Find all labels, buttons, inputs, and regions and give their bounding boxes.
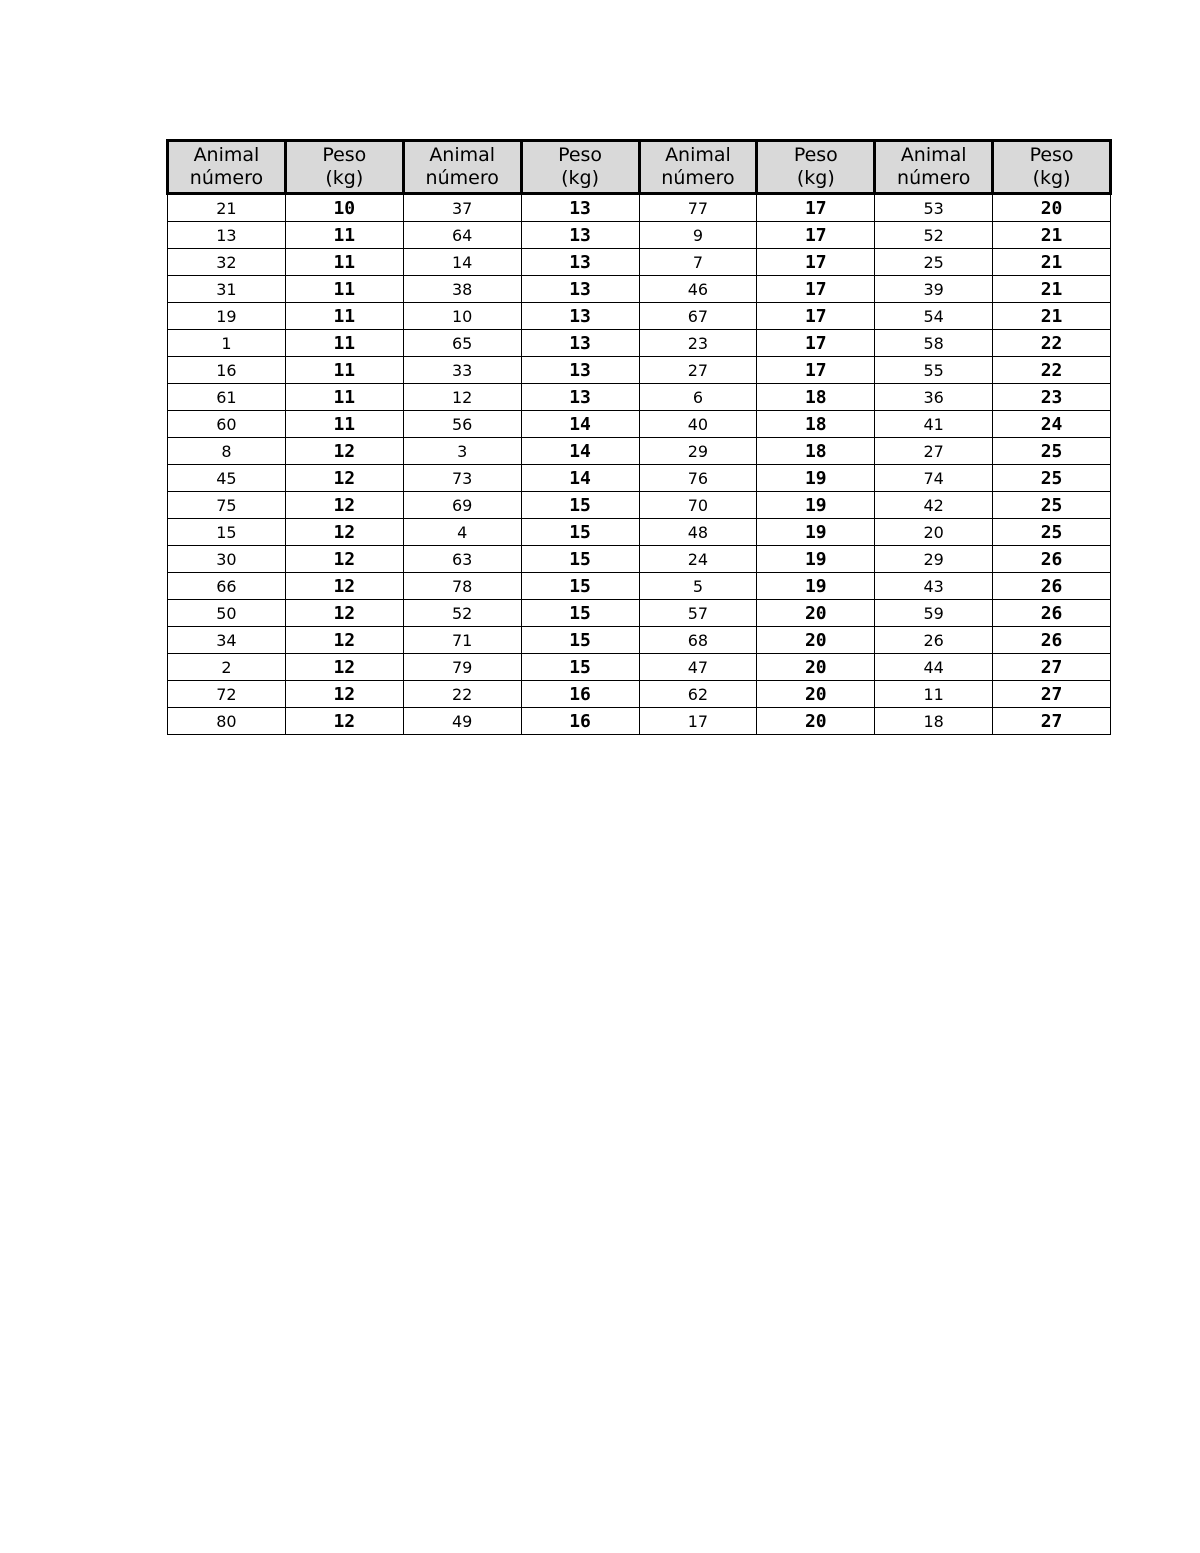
weight-kg-cell: 20 [757,600,875,627]
header-line-1: Peso [322,144,367,166]
weight-kg-cell: 11 [285,222,403,249]
weight-kg-cell: 19 [757,573,875,600]
table-row [168,465,1111,492]
animal-number-cell: 8 [168,438,286,465]
weight-kg-cell: 17 [757,276,875,303]
weight-kg-cell: 12 [285,438,403,465]
animal-number-cell: 63 [403,546,521,573]
animal-number-cell: 62 [639,681,757,708]
weight-kg-cell: 18 [757,384,875,411]
weight-kg-cell: 15 [521,654,639,681]
weight-kg-cell: 22 [993,330,1111,357]
header-line-2: (kg) [796,167,835,189]
animal-number-cell: 29 [875,546,993,573]
weight-kg-cell: 21 [993,276,1111,303]
table-row [168,384,1111,411]
animal-number-cell: 78 [403,573,521,600]
animal-number-cell: 66 [168,573,286,600]
animal-number-cell: 52 [875,222,993,249]
weight-kg-cell: 20 [757,708,875,735]
animal-number-cell: 19 [168,303,286,330]
weight-kg-cell: 24 [993,411,1111,438]
animal-weight-table [166,139,1112,735]
table-header [168,141,1111,194]
table-row [168,681,1111,708]
animal-number-cell: 48 [639,519,757,546]
weight-kg-cell: 11 [285,330,403,357]
header-animal-number [403,141,521,194]
weight-kg-cell: 11 [285,411,403,438]
animal-number-cell: 6 [639,384,757,411]
weight-kg-cell: 19 [757,465,875,492]
table-row [168,194,1111,222]
weight-kg-cell: 12 [285,627,403,654]
header-animal-number [875,141,993,194]
animal-number-cell: 57 [639,600,757,627]
weight-kg-cell: 17 [757,194,875,222]
header-weight-kg [757,141,875,194]
animal-number-cell: 53 [875,194,993,222]
weight-kg-cell: 12 [285,681,403,708]
animal-number-cell: 36 [875,384,993,411]
weight-kg-cell: 16 [521,708,639,735]
animal-number-cell: 67 [639,303,757,330]
weight-kg-cell: 13 [521,303,639,330]
animal-number-cell: 25 [875,249,993,276]
animal-number-cell: 11 [875,681,993,708]
weight-kg-cell: 12 [285,654,403,681]
weight-kg-cell: 19 [757,546,875,573]
animal-number-cell: 32 [168,249,286,276]
animal-number-cell: 55 [875,357,993,384]
header-line-2: (kg) [1032,167,1071,189]
animal-number-cell: 49 [403,708,521,735]
weight-kg-cell: 13 [521,249,639,276]
animal-number-cell: 42 [875,492,993,519]
animal-number-cell: 74 [875,465,993,492]
animal-number-cell: 7 [639,249,757,276]
animal-number-cell: 38 [403,276,521,303]
table-row [168,573,1111,600]
weight-kg-cell: 26 [993,573,1111,600]
animal-number-cell: 56 [403,411,521,438]
animal-number-cell: 1 [168,330,286,357]
animal-number-cell: 23 [639,330,757,357]
weight-kg-cell: 14 [521,438,639,465]
table-row [168,330,1111,357]
header-weight-kg [993,141,1111,194]
weight-kg-cell: 11 [285,303,403,330]
table-row [168,222,1111,249]
weight-kg-cell: 14 [521,465,639,492]
animal-number-cell: 80 [168,708,286,735]
weight-kg-cell: 12 [285,600,403,627]
animal-number-cell: 17 [639,708,757,735]
table-row [168,546,1111,573]
animal-number-cell: 31 [168,276,286,303]
table-row [168,654,1111,681]
weight-kg-cell: 25 [993,465,1111,492]
header-animal-number [639,141,757,194]
weight-kg-cell: 14 [521,411,639,438]
animal-number-cell: 18 [875,708,993,735]
weight-kg-cell: 13 [521,357,639,384]
animal-number-cell: 76 [639,465,757,492]
weight-kg-cell: 27 [993,654,1111,681]
header-weight-kg [285,141,403,194]
weight-kg-cell: 17 [757,249,875,276]
animal-number-cell: 65 [403,330,521,357]
table-row [168,519,1111,546]
weight-kg-cell: 20 [757,627,875,654]
header-animal-number [168,141,286,194]
weight-kg-cell: 15 [521,519,639,546]
weight-kg-cell: 26 [993,546,1111,573]
weight-kg-cell: 15 [521,573,639,600]
animal-number-cell: 20 [875,519,993,546]
header-line-2: número [661,167,735,189]
weight-kg-cell: 21 [993,222,1111,249]
table-row [168,411,1111,438]
weight-kg-cell: 10 [285,194,403,222]
weight-kg-cell: 12 [285,492,403,519]
table-body [168,194,1111,735]
animal-number-cell: 2 [168,654,286,681]
header-line-1: Animal [665,144,731,166]
weight-kg-cell: 12 [285,465,403,492]
header-line-1: Peso [558,144,603,166]
weight-kg-cell: 19 [757,519,875,546]
animal-number-cell: 73 [403,465,521,492]
animal-number-cell: 3 [403,438,521,465]
weight-kg-cell: 23 [993,384,1111,411]
weight-kg-cell: 17 [757,222,875,249]
weight-kg-cell: 27 [993,681,1111,708]
animal-number-cell: 46 [639,276,757,303]
animal-number-cell: 70 [639,492,757,519]
animal-number-cell: 34 [168,627,286,654]
weight-kg-cell: 21 [993,249,1111,276]
animal-number-cell: 14 [403,249,521,276]
weight-kg-cell: 22 [993,357,1111,384]
weight-kg-cell: 25 [993,438,1111,465]
table-row [168,276,1111,303]
animal-number-cell: 24 [639,546,757,573]
weight-kg-cell: 17 [757,330,875,357]
weight-kg-cell: 17 [757,357,875,384]
animal-number-cell: 37 [403,194,521,222]
animal-number-cell: 40 [639,411,757,438]
animal-number-cell: 75 [168,492,286,519]
weight-kg-cell: 15 [521,546,639,573]
animal-number-cell: 39 [875,276,993,303]
animal-number-cell: 43 [875,573,993,600]
weight-kg-cell: 15 [521,492,639,519]
animal-number-cell: 5 [639,573,757,600]
animal-number-cell: 64 [403,222,521,249]
header-line-2: (kg) [325,167,364,189]
weight-kg-cell: 13 [521,276,639,303]
weight-kg-cell: 13 [521,384,639,411]
animal-number-cell: 33 [403,357,521,384]
weight-kg-cell: 15 [521,600,639,627]
weight-kg-cell: 11 [285,384,403,411]
weight-table-container [166,139,1112,735]
weight-kg-cell: 13 [521,222,639,249]
weight-kg-cell: 25 [993,519,1111,546]
weight-kg-cell: 15 [521,627,639,654]
animal-number-cell: 26 [875,627,993,654]
header-line-1: Peso [793,144,838,166]
animal-number-cell: 10 [403,303,521,330]
animal-number-cell: 61 [168,384,286,411]
weight-kg-cell: 21 [993,303,1111,330]
animal-number-cell: 30 [168,546,286,573]
animal-number-cell: 71 [403,627,521,654]
header-line-1: Animal [193,144,260,166]
header-weight-kg [521,141,639,194]
header-line-1: Peso [1029,144,1074,166]
weight-kg-cell: 12 [285,573,403,600]
animal-number-cell: 41 [875,411,993,438]
weight-kg-cell: 25 [993,492,1111,519]
weight-kg-cell: 12 [285,546,403,573]
header-line-2: número [189,167,264,189]
weight-kg-cell: 19 [757,492,875,519]
animal-number-cell: 29 [639,438,757,465]
weight-kg-cell: 20 [757,681,875,708]
header-line-2: número [425,167,499,189]
weight-kg-cell: 17 [757,303,875,330]
animal-number-cell: 50 [168,600,286,627]
animal-number-cell: 59 [875,600,993,627]
weight-kg-cell: 11 [285,276,403,303]
animal-number-cell: 54 [875,303,993,330]
weight-kg-cell: 11 [285,249,403,276]
weight-kg-cell: 13 [521,330,639,357]
header-line-2: (kg) [561,167,599,189]
weight-kg-cell: 12 [285,708,403,735]
weight-kg-cell: 18 [757,411,875,438]
table-row [168,249,1111,276]
table-row [168,438,1111,465]
animal-number-cell: 27 [639,357,757,384]
animal-number-cell: 45 [168,465,286,492]
animal-number-cell: 44 [875,654,993,681]
animal-number-cell: 16 [168,357,286,384]
animal-number-cell: 79 [403,654,521,681]
weight-kg-cell: 13 [521,194,639,222]
table-row [168,357,1111,384]
header-line-1: Animal [900,144,967,166]
weight-kg-cell: 26 [993,600,1111,627]
weight-kg-cell: 27 [993,708,1111,735]
header-line-1: Animal [429,144,496,166]
weight-kg-cell: 12 [285,519,403,546]
animal-number-cell: 13 [168,222,286,249]
weight-kg-cell: 20 [757,654,875,681]
animal-number-cell: 60 [168,411,286,438]
table-row [168,627,1111,654]
header-line-2: número [897,167,971,189]
animal-number-cell: 22 [403,681,521,708]
weight-kg-cell: 16 [521,681,639,708]
animal-number-cell: 15 [168,519,286,546]
animal-number-cell: 58 [875,330,993,357]
table-row [168,303,1111,330]
table-row [168,708,1111,735]
weight-kg-cell: 11 [285,357,403,384]
animal-number-cell: 9 [639,222,757,249]
header-row [168,141,1111,194]
table-row [168,492,1111,519]
animal-number-cell: 47 [639,654,757,681]
animal-number-cell: 52 [403,600,521,627]
animal-number-cell: 4 [403,519,521,546]
animal-number-cell: 68 [639,627,757,654]
animal-number-cell: 12 [403,384,521,411]
weight-kg-cell: 18 [757,438,875,465]
animal-number-cell: 69 [403,492,521,519]
weight-kg-cell: 20 [993,194,1111,222]
table-row [168,600,1111,627]
animal-number-cell: 27 [875,438,993,465]
animal-number-cell: 77 [639,194,757,222]
weight-kg-cell: 26 [993,627,1111,654]
animal-number-cell: 21 [168,194,286,222]
animal-number-cell: 72 [168,681,286,708]
